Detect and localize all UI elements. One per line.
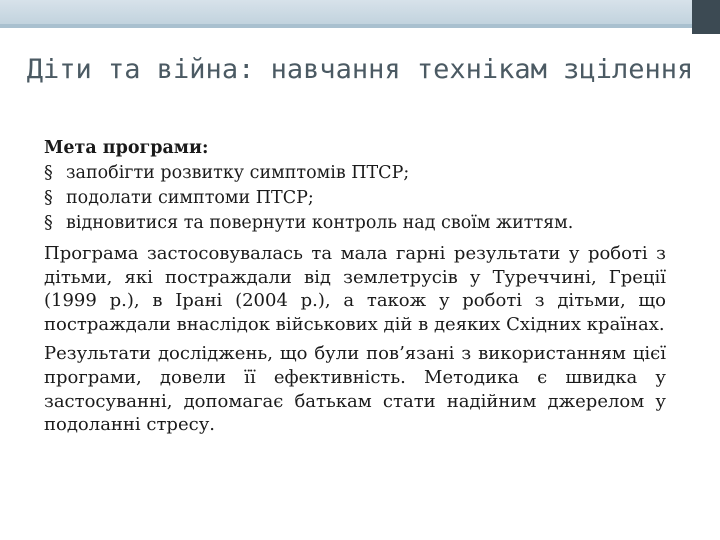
bullet-icon: §	[44, 213, 53, 233]
program-results-paragraph: Програма застосовувалась та мала гарні результати у роботі з дітьми, які постраждали від землетрусів у Туреччині, Греції (1999 р.), в Ірані (2004 р.), а також у роботі з дітьми, що постраждали внаслідок військових дій в деяких Східних країнах.	[44, 243, 666, 335]
slide-title: Діти та війна: навчання технікам зцілення	[26, 54, 694, 85]
bullet-icon: §	[44, 188, 53, 208]
research-results-paragraph: Результати досліджень, що були пов’язані з використанням цієї програми, довели її ефективність. Методика є швидка у застосуванні, допомагає батькам стати надійним джерелом у подоланні стресу.	[44, 343, 666, 436]
goal-text: запобігти розвитку симптомів ПТСР;	[66, 163, 410, 183]
bullet-icon: §	[44, 163, 53, 183]
goal-item	[44, 161, 666, 186]
header-bar-accent	[0, 24, 692, 28]
goal-text: подолати симптоми ПТСР;	[66, 188, 314, 208]
goal-heading: Мета програми:	[44, 138, 209, 158]
decorative-header-bar	[0, 0, 720, 24]
goal-item	[44, 186, 666, 211]
header-bar-dark-block	[692, 0, 720, 34]
slide-content	[44, 136, 666, 437]
goal-list	[44, 161, 666, 236]
goal-text: відновитися та повернути контроль над своїм життям.	[66, 213, 574, 233]
header-bar-light	[0, 0, 700, 24]
goal-item	[44, 211, 666, 236]
